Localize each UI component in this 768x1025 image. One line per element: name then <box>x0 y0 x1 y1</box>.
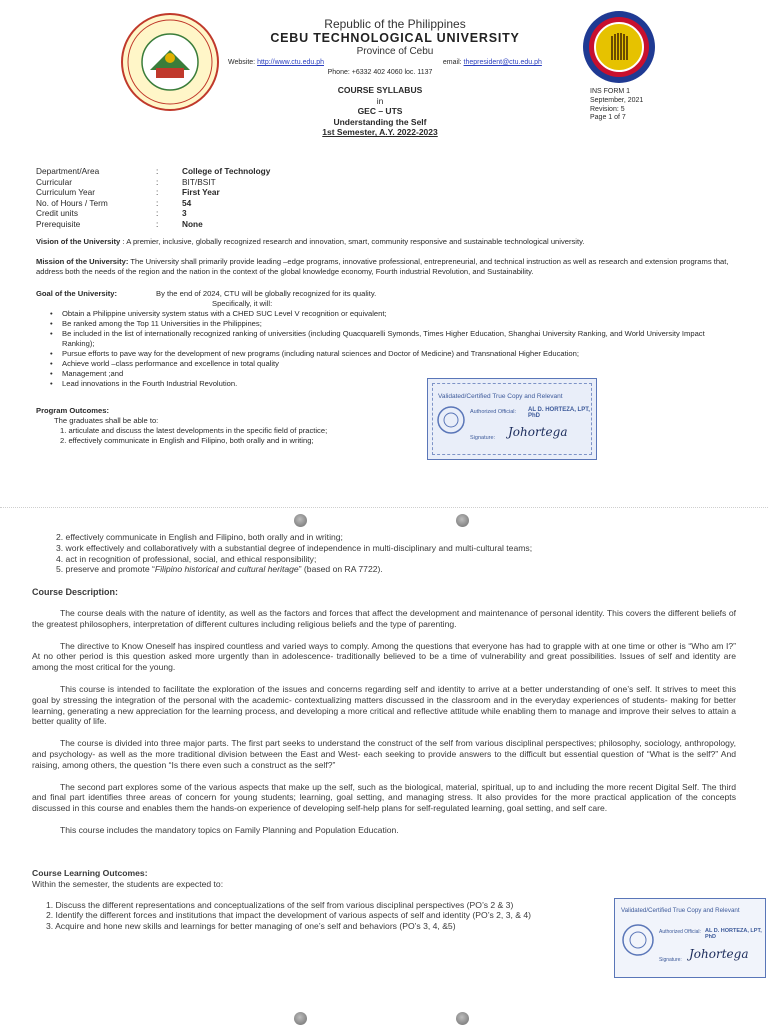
list-item: 5. preserve and promote “Filipino historical and cultural heritage” (based on RA 7722). <box>56 564 383 575</box>
goal-section <box>36 289 736 389</box>
asean-logo <box>582 10 656 84</box>
paragraph: The directive to Know Oneself has inspired countless and varied ways to comply. Among the questions that everyone has had to grapple with at one time or other is “Who am I?” At no other period is this question asked more urgently than in adolescence- traditionally believed to be a time of vulnerability and great possibilities. Issues of self and identity are among the most critical for the young. <box>32 640 736 673</box>
stamp-official: AL D. HORTEZA, LPT, PhD <box>705 928 762 940</box>
paragraph: The second part explores some of the various aspects that make up the self, such as the biological, material, spiritual, up to and including the more recent Digital Self. The third and final part identifies three areas of concern for young students; learning, goal setting, and managing stress. It also provides for the more practical application of the concepts discussed in this course and enables them the hands-on experience of developing self-help plans for self-regulated learning, goal setting, and self care. <box>32 781 736 814</box>
stamp-signature-label: Signature: <box>470 435 496 441</box>
province-line: Province of Cebu <box>356 46 434 57</box>
university-name: CEBU TECHNOLOGICAL UNIVERSITY <box>270 31 520 45</box>
list-item: • Achieve world –class performance and excellence in total quality <box>48 359 736 369</box>
goal-text: By the end of 2024, CTU will be globally recognized for its quality. <box>156 289 377 298</box>
certified-stamp <box>427 378 597 460</box>
phone-line: Phone: +6332 402 4060 loc. 1137 <box>327 69 433 76</box>
republic-line: Republic of the Philippines <box>324 17 466 31</box>
stamp-title: Validated/Certified True Copy and Relevant <box>438 393 563 400</box>
list-item: 2. Identify the different forces and institutions that impact the development of various aspects of self and identity (PO’s 2, 3, & 4) <box>46 910 532 921</box>
email-link[interactable]: thepresident@ctu.edu.ph <box>463 59 542 66</box>
list-item: • Obtain a Philippine university system status with a CHED SUC Level V recognition or equivalent; <box>48 309 736 319</box>
mission-label: Mission of the University: <box>36 257 129 266</box>
info-row: No. of Hours / Term : 54 <box>36 197 192 208</box>
stamp-signature: Johortega <box>508 425 568 439</box>
university-seal <box>120 12 220 112</box>
binder-hole <box>456 514 469 527</box>
stamp-authorized: Authorized Official: <box>470 409 517 415</box>
binder-hole <box>456 1012 469 1025</box>
certified-stamp <box>614 898 766 978</box>
paragraph: The course deals with the nature of identity, as well as the factors and forces that affect the development and maintenance of personal identity. This covers the different beliefs of the greatest philosophers, interpretation of different cultures including religious beliefs and the type of parenting. <box>32 608 736 629</box>
form-info <box>590 88 643 123</box>
stamp-seal-icon <box>621 923 655 957</box>
stamp-signature: Johortega <box>689 947 749 961</box>
paragraph: This course is intended to facilitate the exploration of the issues and concerns regarding self and identity to arrive at a better understanding of one’s self. It strives to meet this goal by stressing the integration of the personal with the academic- contextualizing matters discussed in the classroom and in the everyday experiences of students- making for better learning, generating a new appreciation for the learning process, and developing a more critical and reflective attitude while enabling them to manage and improve their selves to attain a better quality of life. <box>32 683 736 727</box>
stamp-seal-icon <box>436 405 466 435</box>
title-line-2: in <box>376 95 384 106</box>
title-line-5: 1st Semester, A.Y. 2022-2023 <box>322 127 438 137</box>
learning-outcomes-label: Course Learning Outcomes: <box>32 868 148 878</box>
program-outcomes-intro: The graduates shall be able to: <box>54 416 159 425</box>
syllabus-title <box>290 85 470 138</box>
paragraph: This course includes the mandatory topics on Family Planning and Population Education. <box>60 824 399 835</box>
learning-outcomes-intro: Within the semester, the students are expected to: <box>32 878 224 889</box>
list-item: 1. articulate and discuss the latest developments in the specific field of practice; <box>60 426 328 435</box>
stamp-title: Validated/Certified True Copy and Relevant <box>621 907 740 914</box>
list-item: • Be ranked among the Top 11 Universities in the Philippines; <box>48 319 736 329</box>
stamp-authorized: Authorized Official: <box>659 929 701 935</box>
mission-statement <box>36 257 736 277</box>
info-row: Credit units : 3 <box>36 208 187 218</box>
program-outcomes-label: Program Outcomes: <box>36 406 110 415</box>
learning-outcomes <box>32 868 632 932</box>
stamp-official: AL D. HORTEZA, LPT, PhD <box>528 407 590 419</box>
info-row: Curricular : BIT/BSIT <box>36 176 216 187</box>
website-link[interactable]: http://www.ctu.edu.ph <box>257 59 324 66</box>
goal-label: Goal of the University: <box>36 289 118 298</box>
binder-hole <box>294 514 307 527</box>
list-item: • Lead innovations in the Fourth Industrial Revolution. <box>48 379 736 389</box>
list-item: • Pursue efforts to pave way for the development of new programs (including natural sciences and Doctor of Medicine) and Transnational Higher Education; <box>48 349 736 359</box>
list-item: 3. work effectively and collaboratively with a substantial degree of independence in multi-disciplinary and multi-cultural teams; <box>56 542 533 553</box>
paragraph: The course is divided into three major parts. The first part seeks to understand the construct of the self from various disciplinal perspectives; philosophy, sociology, anthropology, and psychology- as well as the more traditional division between the East and West- each seeking to provide answers to the difficult but essential question of “What is the self?” And raising, among others, the question “Is there even such a construct as the self?” <box>32 738 736 770</box>
vision-statement <box>36 237 736 248</box>
list-item: • Management ;and <box>48 369 736 379</box>
binder-hole <box>294 1012 307 1025</box>
form-date: September, 2021 <box>590 96 644 104</box>
title-line-1: COURSE SYLLABUS <box>337 85 423 95</box>
course-description <box>32 608 736 836</box>
mission-text: The University shall primarily provide leading –edge programs, innovative professional, entrepreneurial, and technical instruction as well as research and extension programs that, address both the needs of the region and the nation in the context of the global knowledge economy, Fourth industrial Revolution, and Sustainability. <box>36 257 729 276</box>
stamp-signature-label: Signature: <box>659 957 682 963</box>
program-outcomes-p1 <box>36 406 416 446</box>
program-outcomes-p2 <box>56 532 736 575</box>
vision-label: Vision of the University <box>36 237 121 246</box>
goal-list <box>48 309 736 389</box>
form-revision: Revision: 5 <box>590 105 625 113</box>
form-code: INS FORM 1 <box>590 88 631 95</box>
course-info-table <box>36 166 436 229</box>
info-row: Curriculum Year : First Year <box>36 187 220 197</box>
title-line-3: GEC – UTS <box>357 106 403 116</box>
vision-text: : A premier, inclusive, globally recognized research and innovation, smart, community responsive and sustainable technological university. <box>122 237 585 246</box>
website-label: Website: <box>228 59 256 66</box>
list-item: 2. effectively communicate in English and Filipino, both orally and in writing; <box>56 532 343 542</box>
list-item: • Be included in the list of internationally recognized ranking of universities (including Quacquarelli Symonds, Times Higher Education, Shanghai University Ranking, and World University Impact Ranking); <box>48 329 736 349</box>
page-break <box>0 507 768 508</box>
list-item: 3. Acquire and hone new skills and learnings for better managing of one’s self and behaviors (PO’s 3, 4, &5) <box>46 921 456 932</box>
info-row: Prerequisite : None <box>36 218 203 229</box>
list-item: 1. Discuss the different representations and conceptualizations of the self from various disciplinal perspectives (PO’s 2 & 3) <box>46 899 514 910</box>
email-label: email: <box>442 59 462 66</box>
list-item: 4. act in recognition of professional, social, and ethical responsibility; <box>56 553 317 564</box>
form-page: Page 1 of 7 <box>590 114 626 122</box>
title-line-4: Understanding the Self <box>333 116 427 127</box>
info-row: Department/Area : College of Technology <box>36 166 271 176</box>
goal-specifically: Specifically, it will: <box>212 299 273 308</box>
contact-line <box>228 58 588 69</box>
course-description-label: Course Description: <box>32 587 119 597</box>
list-item: 2. effectively communicate in English and Filipino, both orally and in writing; <box>60 436 314 445</box>
